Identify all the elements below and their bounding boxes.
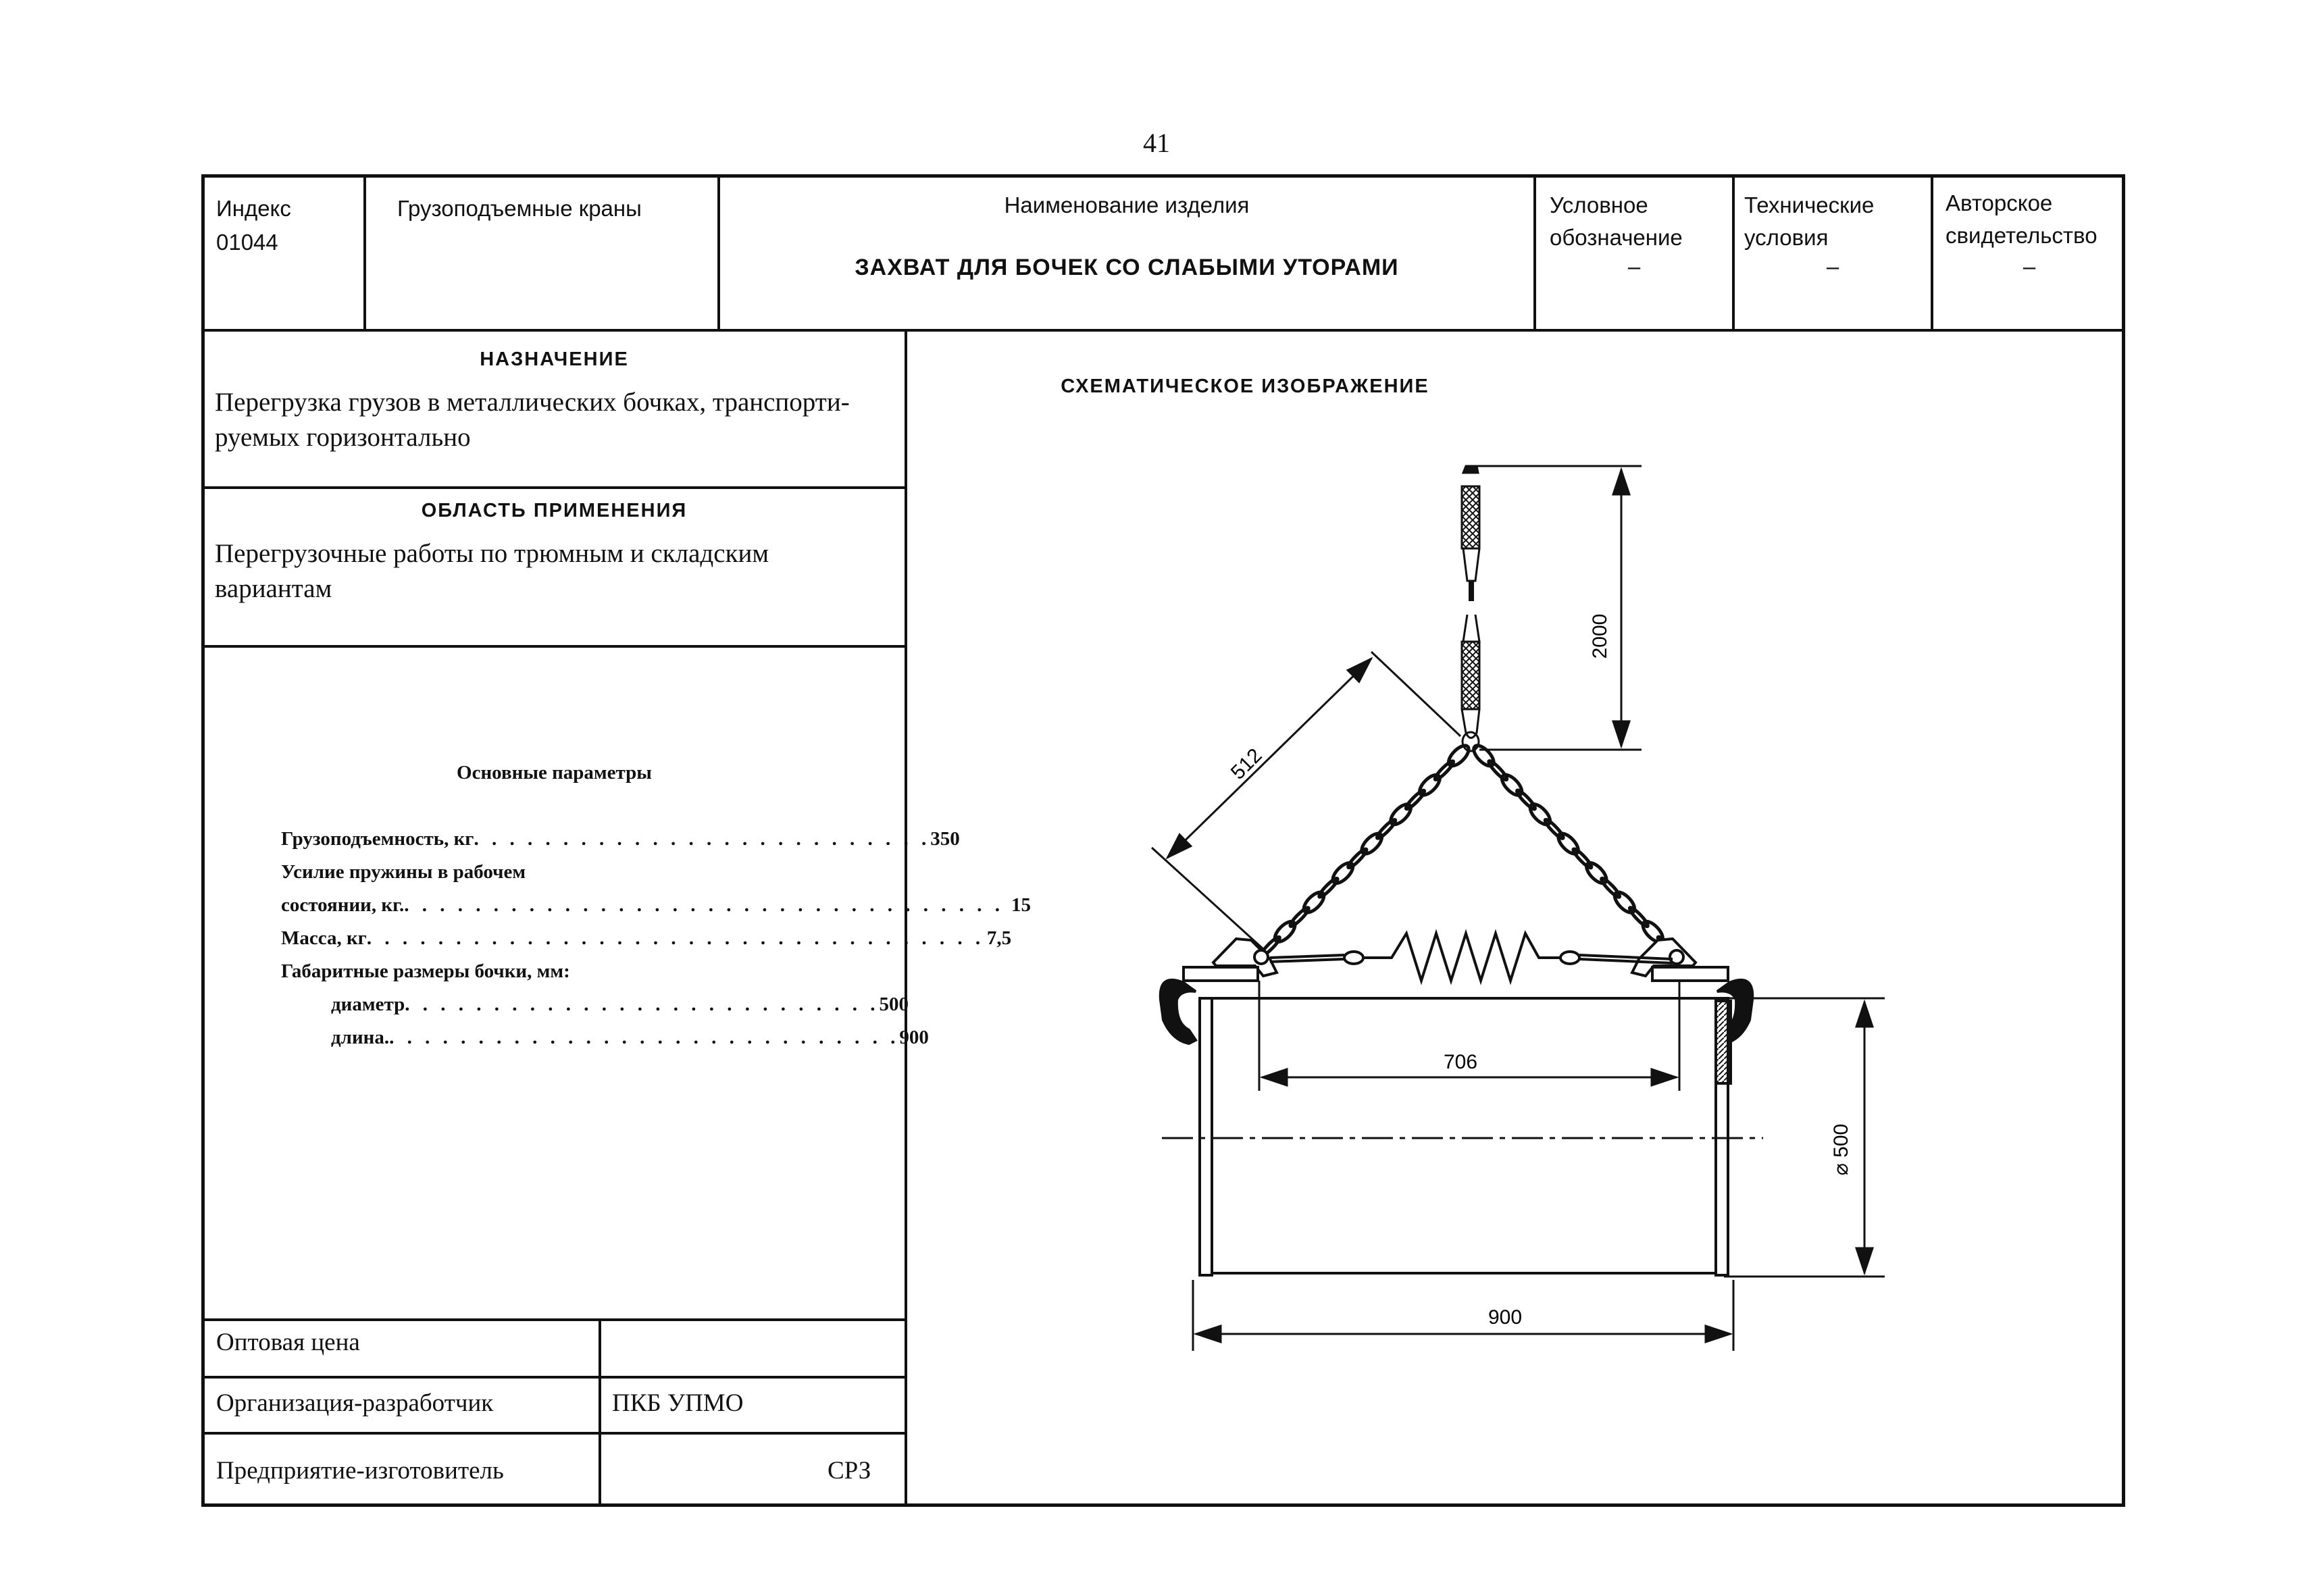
param-value: 350 (930, 828, 960, 850)
sling-rope (1462, 466, 1479, 751)
chain-link (1433, 759, 1455, 781)
dimension-label-diameter: ⌀ 500 (1830, 1123, 1852, 1176)
application-line-1: Перегрузочные работы по трюмным и складским (215, 539, 769, 568)
chain-link (1544, 818, 1565, 840)
tech-conditions-label-2: условия (1744, 225, 1829, 250)
designation-label-1: Условное (1550, 192, 1648, 217)
tech-conditions-value: – (1826, 254, 1839, 279)
developer-label: Организация-разработчик (216, 1389, 494, 1417)
param-row-length (281, 1021, 929, 1054)
param-value: 500 (879, 994, 909, 1015)
purpose-line-2: руемых горизонтально (215, 423, 471, 452)
param-row-mass (281, 922, 1012, 955)
param-row-spring-force-cont (281, 889, 1031, 922)
dimension-label-inner-width: 706 (1443, 1051, 1478, 1073)
chain-link (1555, 830, 1581, 857)
dimension-label-length: 900 (1488, 1306, 1523, 1329)
chain-link (1571, 847, 1593, 869)
dimension-label-sling-height: 2000 (1589, 613, 1611, 659)
chain-link (1300, 889, 1327, 916)
author-cert-label-1: Авторское (1946, 190, 2053, 215)
param-row-diameter (281, 988, 909, 1021)
chain-right (1471, 742, 1678, 958)
page-number: 41 (1143, 128, 1170, 158)
chain-link (1583, 860, 1610, 887)
param-label: диаметр (331, 994, 405, 1015)
chain-link (1527, 801, 1553, 828)
param-label: состоянии, кг. (281, 894, 405, 916)
designation-value: – (1627, 254, 1641, 279)
barrel (1200, 998, 1731, 1275)
application-bottom-rule (201, 645, 907, 648)
drawing-title: СХЕМАТИЧЕСКОЕ ИЗОБРАЖЕНИЕ (1061, 376, 1429, 397)
chain-link (1611, 889, 1637, 916)
category-text: Грузоподъемные краны (397, 196, 642, 221)
chain-link (1515, 789, 1537, 811)
right-claw (1632, 939, 1752, 1044)
purpose-title: НАЗНАЧЕНИЕ (480, 349, 629, 370)
chain-link (1346, 848, 1368, 870)
param-value: 15 (1011, 894, 1031, 916)
param-label: длина. (331, 1027, 390, 1048)
application-line-2: вариантам (215, 574, 332, 603)
param-row-dimensions (281, 955, 811, 988)
param-row-capacity (281, 823, 960, 856)
header-divider-4 (1732, 174, 1735, 330)
application-title: ОБЛАСТЬ ПРИМЕНЕНИЯ (421, 500, 688, 521)
product-name: ЗАХВАТ ДЛЯ БОЧЕК СО СЛАБЫМИ УТОРАМИ (855, 255, 1399, 280)
dimension-label-chain-length: 512 (1226, 744, 1267, 784)
header-divider-3 (1533, 174, 1536, 330)
tech-conditions-label-1: Технические (1744, 192, 1875, 217)
index-label: Индекс (216, 196, 291, 221)
param-label: Габаритные размеры бочки, мм: (281, 960, 570, 982)
chain-link (1487, 759, 1508, 781)
param-label: Масса, кг (281, 927, 367, 949)
params-bottom-rule (201, 1318, 907, 1321)
chain-link (1358, 830, 1385, 857)
param-label: Грузоподъемность, кг (281, 828, 474, 850)
param-row-spring-force (281, 856, 811, 889)
product-name-label: Наименование изделия (1004, 192, 1250, 217)
chain-link (1288, 906, 1310, 928)
chain-link (1471, 742, 1497, 769)
param-label: Усилие пружины в рабочем (281, 861, 526, 883)
designation-label-2: обозначение (1550, 225, 1683, 250)
price-bottom-rule (201, 1376, 907, 1379)
param-leader: . . . . . . . . . . . . . . . . . . . . . . . . . . . . . (389, 1027, 900, 1048)
manufacturer-label: Предприятие-изготовитель (216, 1457, 504, 1485)
dimension-diameter (1724, 998, 1885, 1277)
chain-link (1600, 877, 1621, 899)
developer-value: ПКБ УПМО (612, 1389, 744, 1417)
index-value: 01044 (216, 230, 278, 255)
chain-link (1446, 742, 1472, 769)
author-cert-label-2: свидетельство (1946, 223, 2098, 248)
chain-link (1375, 818, 1397, 840)
schematic-drawing (907, 332, 2123, 1503)
author-cert-value: – (2023, 254, 2036, 279)
parameters-list (281, 823, 1031, 1054)
param-value: 7,5 (986, 927, 1012, 949)
dimension-length (1193, 1280, 1733, 1351)
chain-link (1317, 877, 1339, 899)
developer-bottom-rule (201, 1432, 907, 1435)
param-leader: . . . . . . . . . . . . . . . . . . . . . . . . . . . . . . . . . . (404, 894, 1004, 916)
price-label: Оптовая цена (216, 1329, 360, 1356)
chain-link (1404, 789, 1426, 811)
param-value: 900 (899, 1027, 929, 1048)
chain-link (1329, 860, 1356, 887)
chain-link (1628, 906, 1650, 928)
header-divider-5 (1931, 174, 1933, 330)
header-divider-1 (363, 174, 366, 330)
chain-link (1417, 771, 1443, 798)
footer-column-divider (599, 1318, 601, 1507)
param-leader: . . . . . . . . . . . . . . . . . . . . . . . . . . (474, 828, 931, 850)
purpose-bottom-rule (201, 486, 907, 489)
chain-left (1260, 742, 1473, 957)
chain-link (1388, 801, 1414, 828)
param-leader: . . . . . . . . . . . . . . . . . . . . . . . . . . . (405, 994, 880, 1015)
purpose-line-1: Перегрузка грузов в металлических бочках, транспорти- (215, 388, 850, 417)
chain-link (1498, 771, 1525, 798)
spring-tie-rod (1270, 933, 1673, 981)
chain-link (1271, 919, 1298, 946)
manufacturer-value: СРЗ (828, 1457, 871, 1485)
param-leader: . . . . . . . . . . . . . . . . . . . . . . . . . . . . . . . . . . . (366, 927, 985, 949)
dimension-sling-height (1477, 466, 1642, 750)
parameters-title: Основные параметры (457, 762, 652, 783)
